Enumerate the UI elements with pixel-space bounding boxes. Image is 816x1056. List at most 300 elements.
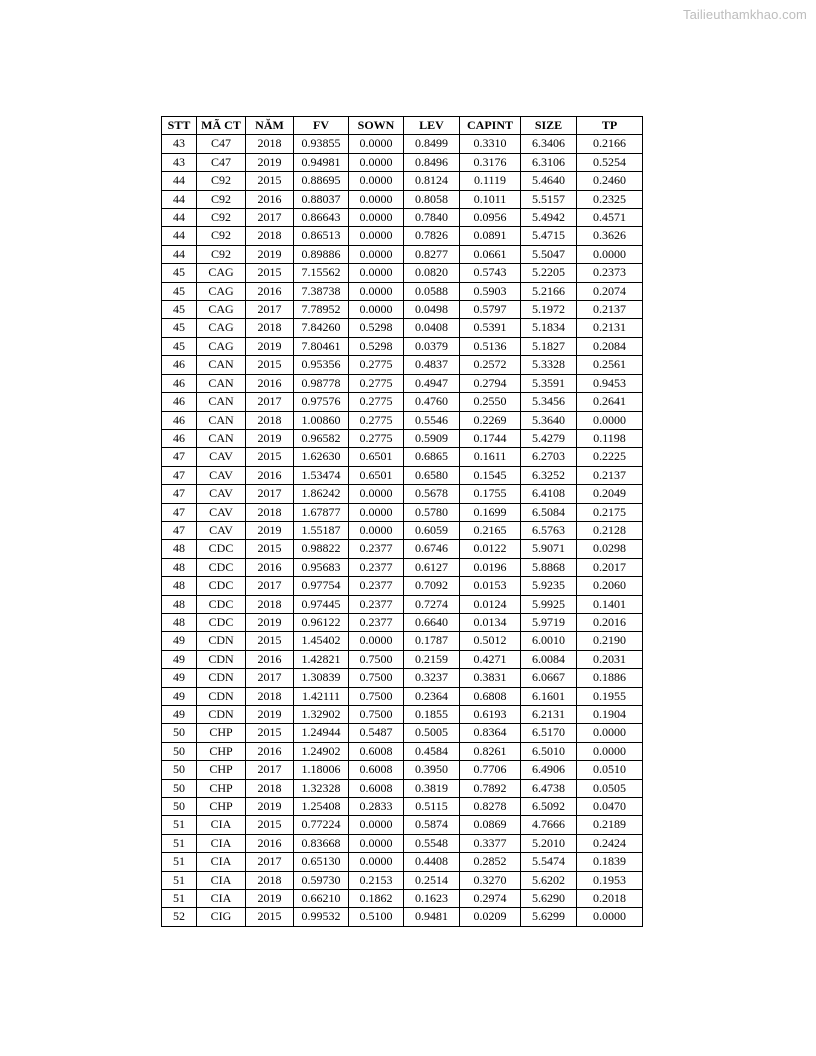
cell-stt: 47	[162, 485, 197, 503]
cell-fv: 1.24944	[294, 724, 349, 742]
table-row	[162, 540, 643, 558]
cell-fv: 0.99532	[294, 908, 349, 926]
cell-nam: 2016	[246, 466, 294, 484]
cell-nam: 2018	[246, 595, 294, 613]
column-header-sown: SOWN	[349, 117, 404, 135]
cell-ma-ct: CIA	[197, 890, 246, 908]
cell-stt: 47	[162, 503, 197, 521]
cell-capint: 0.5903	[460, 282, 521, 300]
cell-size: 5.9235	[521, 577, 577, 595]
cell-tp: 0.1953	[577, 871, 643, 889]
cell-ma-ct: CDC	[197, 595, 246, 613]
cell-capint: 0.5797	[460, 301, 521, 319]
cell-stt: 44	[162, 190, 197, 208]
cell-tp: 0.2137	[577, 466, 643, 484]
cell-sown: 0.5298	[349, 337, 404, 355]
cell-stt: 45	[162, 301, 197, 319]
cell-ma-ct: CDC	[197, 613, 246, 631]
cell-fv: 0.98822	[294, 540, 349, 558]
table-row	[162, 209, 643, 227]
cell-sown: 0.5298	[349, 319, 404, 337]
cell-stt: 50	[162, 724, 197, 742]
cell-lev: 0.2159	[404, 650, 460, 668]
cell-sown: 0.1862	[349, 890, 404, 908]
cell-capint: 0.3176	[460, 153, 521, 171]
cell-tp: 0.2460	[577, 172, 643, 190]
table-row	[162, 577, 643, 595]
table-row	[162, 319, 643, 337]
cell-ma-ct: CAN	[197, 411, 246, 429]
cell-size: 5.2166	[521, 282, 577, 300]
cell-size: 6.5092	[521, 798, 577, 816]
cell-lev: 0.4760	[404, 393, 460, 411]
cell-fv: 0.93855	[294, 135, 349, 153]
cell-lev: 0.3819	[404, 779, 460, 797]
table-row	[162, 521, 643, 539]
cell-nam: 2019	[246, 798, 294, 816]
cell-fv: 1.32328	[294, 779, 349, 797]
cell-fv: 0.77224	[294, 816, 349, 834]
cell-size: 6.2703	[521, 448, 577, 466]
table-row	[162, 779, 643, 797]
cell-lev: 0.4837	[404, 356, 460, 374]
table-row	[162, 153, 643, 171]
cell-stt: 51	[162, 834, 197, 852]
cell-ma-ct: CDN	[197, 632, 246, 650]
cell-fv: 1.45402	[294, 632, 349, 650]
cell-capint: 0.0956	[460, 209, 521, 227]
cell-lev: 0.8124	[404, 172, 460, 190]
cell-capint: 0.2974	[460, 890, 521, 908]
cell-fv: 7.78952	[294, 301, 349, 319]
cell-nam: 2016	[246, 650, 294, 668]
cell-nam: 2015	[246, 264, 294, 282]
table-row	[162, 724, 643, 742]
header-row	[162, 117, 643, 135]
cell-nam: 2015	[246, 540, 294, 558]
cell-capint: 0.0196	[460, 558, 521, 576]
cell-ma-ct: CAV	[197, 448, 246, 466]
cell-size: 5.8868	[521, 558, 577, 576]
cell-fv: 0.89886	[294, 245, 349, 263]
cell-fv: 0.95356	[294, 356, 349, 374]
cell-ma-ct: CHP	[197, 742, 246, 760]
cell-stt: 49	[162, 650, 197, 668]
cell-nam: 2019	[246, 153, 294, 171]
cell-lev: 0.3237	[404, 669, 460, 687]
cell-nam: 2019	[246, 706, 294, 724]
column-header-tp: TP	[577, 117, 643, 135]
cell-nam: 2017	[246, 393, 294, 411]
cell-size: 5.1834	[521, 319, 577, 337]
cell-capint: 0.0869	[460, 816, 521, 834]
cell-size: 6.3252	[521, 466, 577, 484]
cell-stt: 44	[162, 172, 197, 190]
cell-fv: 0.97576	[294, 393, 349, 411]
table-row	[162, 245, 643, 263]
cell-capint: 0.0122	[460, 540, 521, 558]
cell-fv: 1.53474	[294, 466, 349, 484]
cell-nam: 2018	[246, 319, 294, 337]
table-row	[162, 172, 643, 190]
cell-fv: 7.84260	[294, 319, 349, 337]
cell-sown: 0.0000	[349, 245, 404, 263]
cell-capint: 0.4271	[460, 650, 521, 668]
cell-sown: 0.0000	[349, 301, 404, 319]
cell-lev: 0.6865	[404, 448, 460, 466]
cell-nam: 2018	[246, 687, 294, 705]
cell-lev: 0.5546	[404, 411, 460, 429]
cell-stt: 49	[162, 706, 197, 724]
site-watermark: Tailieuthamkhao.com	[682, 7, 807, 22]
cell-fv: 0.86643	[294, 209, 349, 227]
cell-capint: 0.1699	[460, 503, 521, 521]
table-row	[162, 282, 643, 300]
table-row	[162, 135, 643, 153]
cell-lev: 0.6640	[404, 613, 460, 631]
cell-sown: 0.0000	[349, 282, 404, 300]
cell-sown: 0.0000	[349, 135, 404, 153]
cell-sown: 0.0000	[349, 632, 404, 650]
table-row	[162, 669, 643, 687]
cell-ma-ct: C92	[197, 245, 246, 263]
cell-size: 6.3406	[521, 135, 577, 153]
cell-capint: 0.0134	[460, 613, 521, 631]
cell-lev: 0.5005	[404, 724, 460, 742]
cell-capint: 0.1545	[460, 466, 521, 484]
table-row	[162, 337, 643, 355]
cell-nam: 2017	[246, 761, 294, 779]
cell-size: 5.2205	[521, 264, 577, 282]
cell-capint: 0.5012	[460, 632, 521, 650]
cell-nam: 2018	[246, 779, 294, 797]
cell-ma-ct: CDC	[197, 577, 246, 595]
cell-ma-ct: CHP	[197, 798, 246, 816]
cell-sown: 0.2775	[349, 393, 404, 411]
cell-stt: 48	[162, 577, 197, 595]
cell-size: 6.1601	[521, 687, 577, 705]
cell-sown: 0.0000	[349, 521, 404, 539]
cell-ma-ct: C47	[197, 135, 246, 153]
cell-size: 5.9719	[521, 613, 577, 631]
cell-ma-ct: C92	[197, 172, 246, 190]
cell-ma-ct: CAV	[197, 466, 246, 484]
cell-tp: 0.2225	[577, 448, 643, 466]
cell-tp: 0.2189	[577, 816, 643, 834]
table-row	[162, 301, 643, 319]
cell-size: 5.3640	[521, 411, 577, 429]
cell-capint: 0.1755	[460, 485, 521, 503]
cell-lev: 0.8496	[404, 153, 460, 171]
cell-capint: 0.2852	[460, 853, 521, 871]
cell-lev: 0.5548	[404, 834, 460, 852]
cell-lev: 0.7840	[404, 209, 460, 227]
cell-ma-ct: CIA	[197, 834, 246, 852]
cell-tp: 0.0000	[577, 742, 643, 760]
cell-size: 6.0084	[521, 650, 577, 668]
cell-stt: 44	[162, 227, 197, 245]
cell-nam: 2015	[246, 908, 294, 926]
cell-fv: 1.42111	[294, 687, 349, 705]
cell-fv: 1.25408	[294, 798, 349, 816]
cell-size: 5.5157	[521, 190, 577, 208]
cell-size: 6.5084	[521, 503, 577, 521]
cell-sown: 0.2775	[349, 411, 404, 429]
cell-ma-ct: C92	[197, 190, 246, 208]
cell-sown: 0.7500	[349, 669, 404, 687]
cell-nam: 2016	[246, 190, 294, 208]
cell-fv: 1.30839	[294, 669, 349, 687]
cell-stt: 49	[162, 669, 197, 687]
cell-fv: 7.38738	[294, 282, 349, 300]
cell-fv: 0.86513	[294, 227, 349, 245]
cell-lev: 0.4947	[404, 374, 460, 392]
cell-nam: 2017	[246, 853, 294, 871]
cell-lev: 0.1623	[404, 890, 460, 908]
cell-sown: 0.0000	[349, 485, 404, 503]
table-row	[162, 356, 643, 374]
table-row	[162, 632, 643, 650]
cell-nam: 2017	[246, 669, 294, 687]
cell-ma-ct: CDC	[197, 558, 246, 576]
cell-lev: 0.4408	[404, 853, 460, 871]
cell-sown: 0.0000	[349, 172, 404, 190]
column-header-nam: NĂM	[246, 117, 294, 135]
cell-nam: 2016	[246, 558, 294, 576]
cell-ma-ct: CAG	[197, 282, 246, 300]
cell-tp: 0.5254	[577, 153, 643, 171]
cell-tp: 0.2074	[577, 282, 643, 300]
cell-stt: 48	[162, 613, 197, 631]
cell-nam: 2015	[246, 448, 294, 466]
cell-sown: 0.5487	[349, 724, 404, 742]
cell-size: 6.0667	[521, 669, 577, 687]
cell-capint: 0.1744	[460, 429, 521, 447]
cell-lev: 0.5678	[404, 485, 460, 503]
table-row	[162, 466, 643, 484]
cell-tp: 0.0505	[577, 779, 643, 797]
cell-sown: 0.0000	[349, 209, 404, 227]
cell-lev: 0.6746	[404, 540, 460, 558]
cell-nam: 2015	[246, 816, 294, 834]
cell-fv: 1.00860	[294, 411, 349, 429]
cell-fv: 1.55187	[294, 521, 349, 539]
cell-stt: 45	[162, 282, 197, 300]
cell-capint: 0.0661	[460, 245, 521, 263]
cell-lev: 0.8277	[404, 245, 460, 263]
cell-tp: 0.2060	[577, 577, 643, 595]
table-row	[162, 871, 643, 889]
cell-fv: 1.32902	[294, 706, 349, 724]
cell-tp: 0.3626	[577, 227, 643, 245]
cell-tp: 0.0000	[577, 724, 643, 742]
cell-nam: 2019	[246, 521, 294, 539]
cell-size: 5.3328	[521, 356, 577, 374]
table-row	[162, 227, 643, 245]
cell-capint: 0.0153	[460, 577, 521, 595]
cell-tp: 0.2031	[577, 650, 643, 668]
cell-lev: 0.6580	[404, 466, 460, 484]
cell-tp: 0.4571	[577, 209, 643, 227]
cell-capint: 0.2794	[460, 374, 521, 392]
cell-lev: 0.9481	[404, 908, 460, 926]
table-header	[162, 117, 643, 135]
table-row	[162, 834, 643, 852]
cell-fv: 0.59730	[294, 871, 349, 889]
cell-sown: 0.0000	[349, 264, 404, 282]
cell-fv: 1.86242	[294, 485, 349, 503]
cell-capint: 0.3310	[460, 135, 521, 153]
cell-size: 5.4715	[521, 227, 577, 245]
cell-capint: 0.1011	[460, 190, 521, 208]
cell-ma-ct: CIA	[197, 816, 246, 834]
cell-lev: 0.8499	[404, 135, 460, 153]
cell-fv: 0.98778	[294, 374, 349, 392]
cell-size: 6.5763	[521, 521, 577, 539]
cell-nam: 2016	[246, 834, 294, 852]
cell-tp: 0.2018	[577, 890, 643, 908]
cell-sown: 0.5100	[349, 908, 404, 926]
cell-size: 5.5474	[521, 853, 577, 871]
cell-tp: 0.0470	[577, 798, 643, 816]
cell-lev: 0.2514	[404, 871, 460, 889]
cell-ma-ct: CDN	[197, 650, 246, 668]
cell-stt: 45	[162, 319, 197, 337]
cell-capint: 0.5136	[460, 337, 521, 355]
cell-tp: 0.1886	[577, 669, 643, 687]
cell-nam: 2016	[246, 742, 294, 760]
cell-stt: 45	[162, 264, 197, 282]
cell-fv: 1.18006	[294, 761, 349, 779]
cell-fv: 0.83668	[294, 834, 349, 852]
cell-fv: 0.88695	[294, 172, 349, 190]
cell-size: 5.3456	[521, 393, 577, 411]
cell-stt: 51	[162, 890, 197, 908]
cell-capint: 0.6808	[460, 687, 521, 705]
cell-ma-ct: CIG	[197, 908, 246, 926]
cell-tp: 0.1401	[577, 595, 643, 613]
cell-capint: 0.1611	[460, 448, 521, 466]
cell-ma-ct: CDN	[197, 687, 246, 705]
cell-ma-ct: CAN	[197, 393, 246, 411]
cell-sown: 0.0000	[349, 834, 404, 852]
cell-nam: 2018	[246, 135, 294, 153]
cell-tp: 0.2131	[577, 319, 643, 337]
cell-lev: 0.2364	[404, 687, 460, 705]
cell-sown: 0.0000	[349, 227, 404, 245]
cell-stt: 51	[162, 853, 197, 871]
cell-ma-ct: C47	[197, 153, 246, 171]
cell-ma-ct: CAG	[197, 319, 246, 337]
cell-capint: 0.5391	[460, 319, 521, 337]
cell-tp: 0.2325	[577, 190, 643, 208]
cell-sown: 0.6008	[349, 742, 404, 760]
cell-stt: 50	[162, 761, 197, 779]
cell-sown: 0.2377	[349, 613, 404, 631]
cell-stt: 47	[162, 448, 197, 466]
table-body	[162, 135, 643, 926]
cell-ma-ct: CHP	[197, 779, 246, 797]
cell-fv: 1.67877	[294, 503, 349, 521]
cell-capint: 0.5743	[460, 264, 521, 282]
cell-sown: 0.2775	[349, 429, 404, 447]
table-row	[162, 798, 643, 816]
cell-size: 5.6290	[521, 890, 577, 908]
cell-size: 5.4640	[521, 172, 577, 190]
cell-size: 6.4738	[521, 779, 577, 797]
cell-nam: 2019	[246, 890, 294, 908]
cell-stt: 46	[162, 393, 197, 411]
column-header-fv: FV	[294, 117, 349, 135]
cell-capint: 0.6193	[460, 706, 521, 724]
cell-tp: 0.2424	[577, 834, 643, 852]
table-row	[162, 485, 643, 503]
cell-fv: 7.15562	[294, 264, 349, 282]
table-row	[162, 706, 643, 724]
cell-lev: 0.5115	[404, 798, 460, 816]
cell-capint: 0.1119	[460, 172, 521, 190]
cell-tp: 0.1904	[577, 706, 643, 724]
cell-sown: 0.2153	[349, 871, 404, 889]
cell-ma-ct: CAV	[197, 521, 246, 539]
cell-nam: 2019	[246, 337, 294, 355]
table-row	[162, 650, 643, 668]
cell-capint: 0.3377	[460, 834, 521, 852]
cell-sown: 0.2377	[349, 595, 404, 613]
cell-ma-ct: C92	[197, 227, 246, 245]
table-row	[162, 190, 643, 208]
cell-ma-ct: CAV	[197, 485, 246, 503]
cell-stt: 50	[162, 779, 197, 797]
cell-tp: 0.2016	[577, 613, 643, 631]
cell-stt: 52	[162, 908, 197, 926]
cell-lev: 0.1855	[404, 706, 460, 724]
cell-fv: 0.66210	[294, 890, 349, 908]
cell-lev: 0.3950	[404, 761, 460, 779]
cell-sown: 0.2833	[349, 798, 404, 816]
cell-lev: 0.8058	[404, 190, 460, 208]
cell-tp: 0.2373	[577, 264, 643, 282]
cell-nam: 2016	[246, 374, 294, 392]
cell-size: 5.3591	[521, 374, 577, 392]
cell-ma-ct: CDN	[197, 706, 246, 724]
cell-sown: 0.2377	[349, 540, 404, 558]
cell-nam: 2015	[246, 724, 294, 742]
cell-stt: 48	[162, 558, 197, 576]
cell-lev: 0.7826	[404, 227, 460, 245]
cell-ma-ct: CIA	[197, 871, 246, 889]
cell-sown: 0.6008	[349, 779, 404, 797]
column-header-lev: LEV	[404, 117, 460, 135]
cell-tp: 0.0000	[577, 908, 643, 926]
cell-fv: 1.62630	[294, 448, 349, 466]
cell-stt: 46	[162, 429, 197, 447]
cell-ma-ct: CAG	[197, 337, 246, 355]
cell-fv: 0.97445	[294, 595, 349, 613]
cell-size: 5.5047	[521, 245, 577, 263]
cell-lev: 0.1787	[404, 632, 460, 650]
cell-ma-ct: C92	[197, 209, 246, 227]
cell-capint: 0.7892	[460, 779, 521, 797]
cell-tp: 0.1955	[577, 687, 643, 705]
cell-tp: 0.2561	[577, 356, 643, 374]
cell-stt: 46	[162, 356, 197, 374]
table-row	[162, 393, 643, 411]
table-row	[162, 558, 643, 576]
cell-stt: 48	[162, 595, 197, 613]
cell-nam: 2019	[246, 245, 294, 263]
cell-size: 5.6202	[521, 871, 577, 889]
